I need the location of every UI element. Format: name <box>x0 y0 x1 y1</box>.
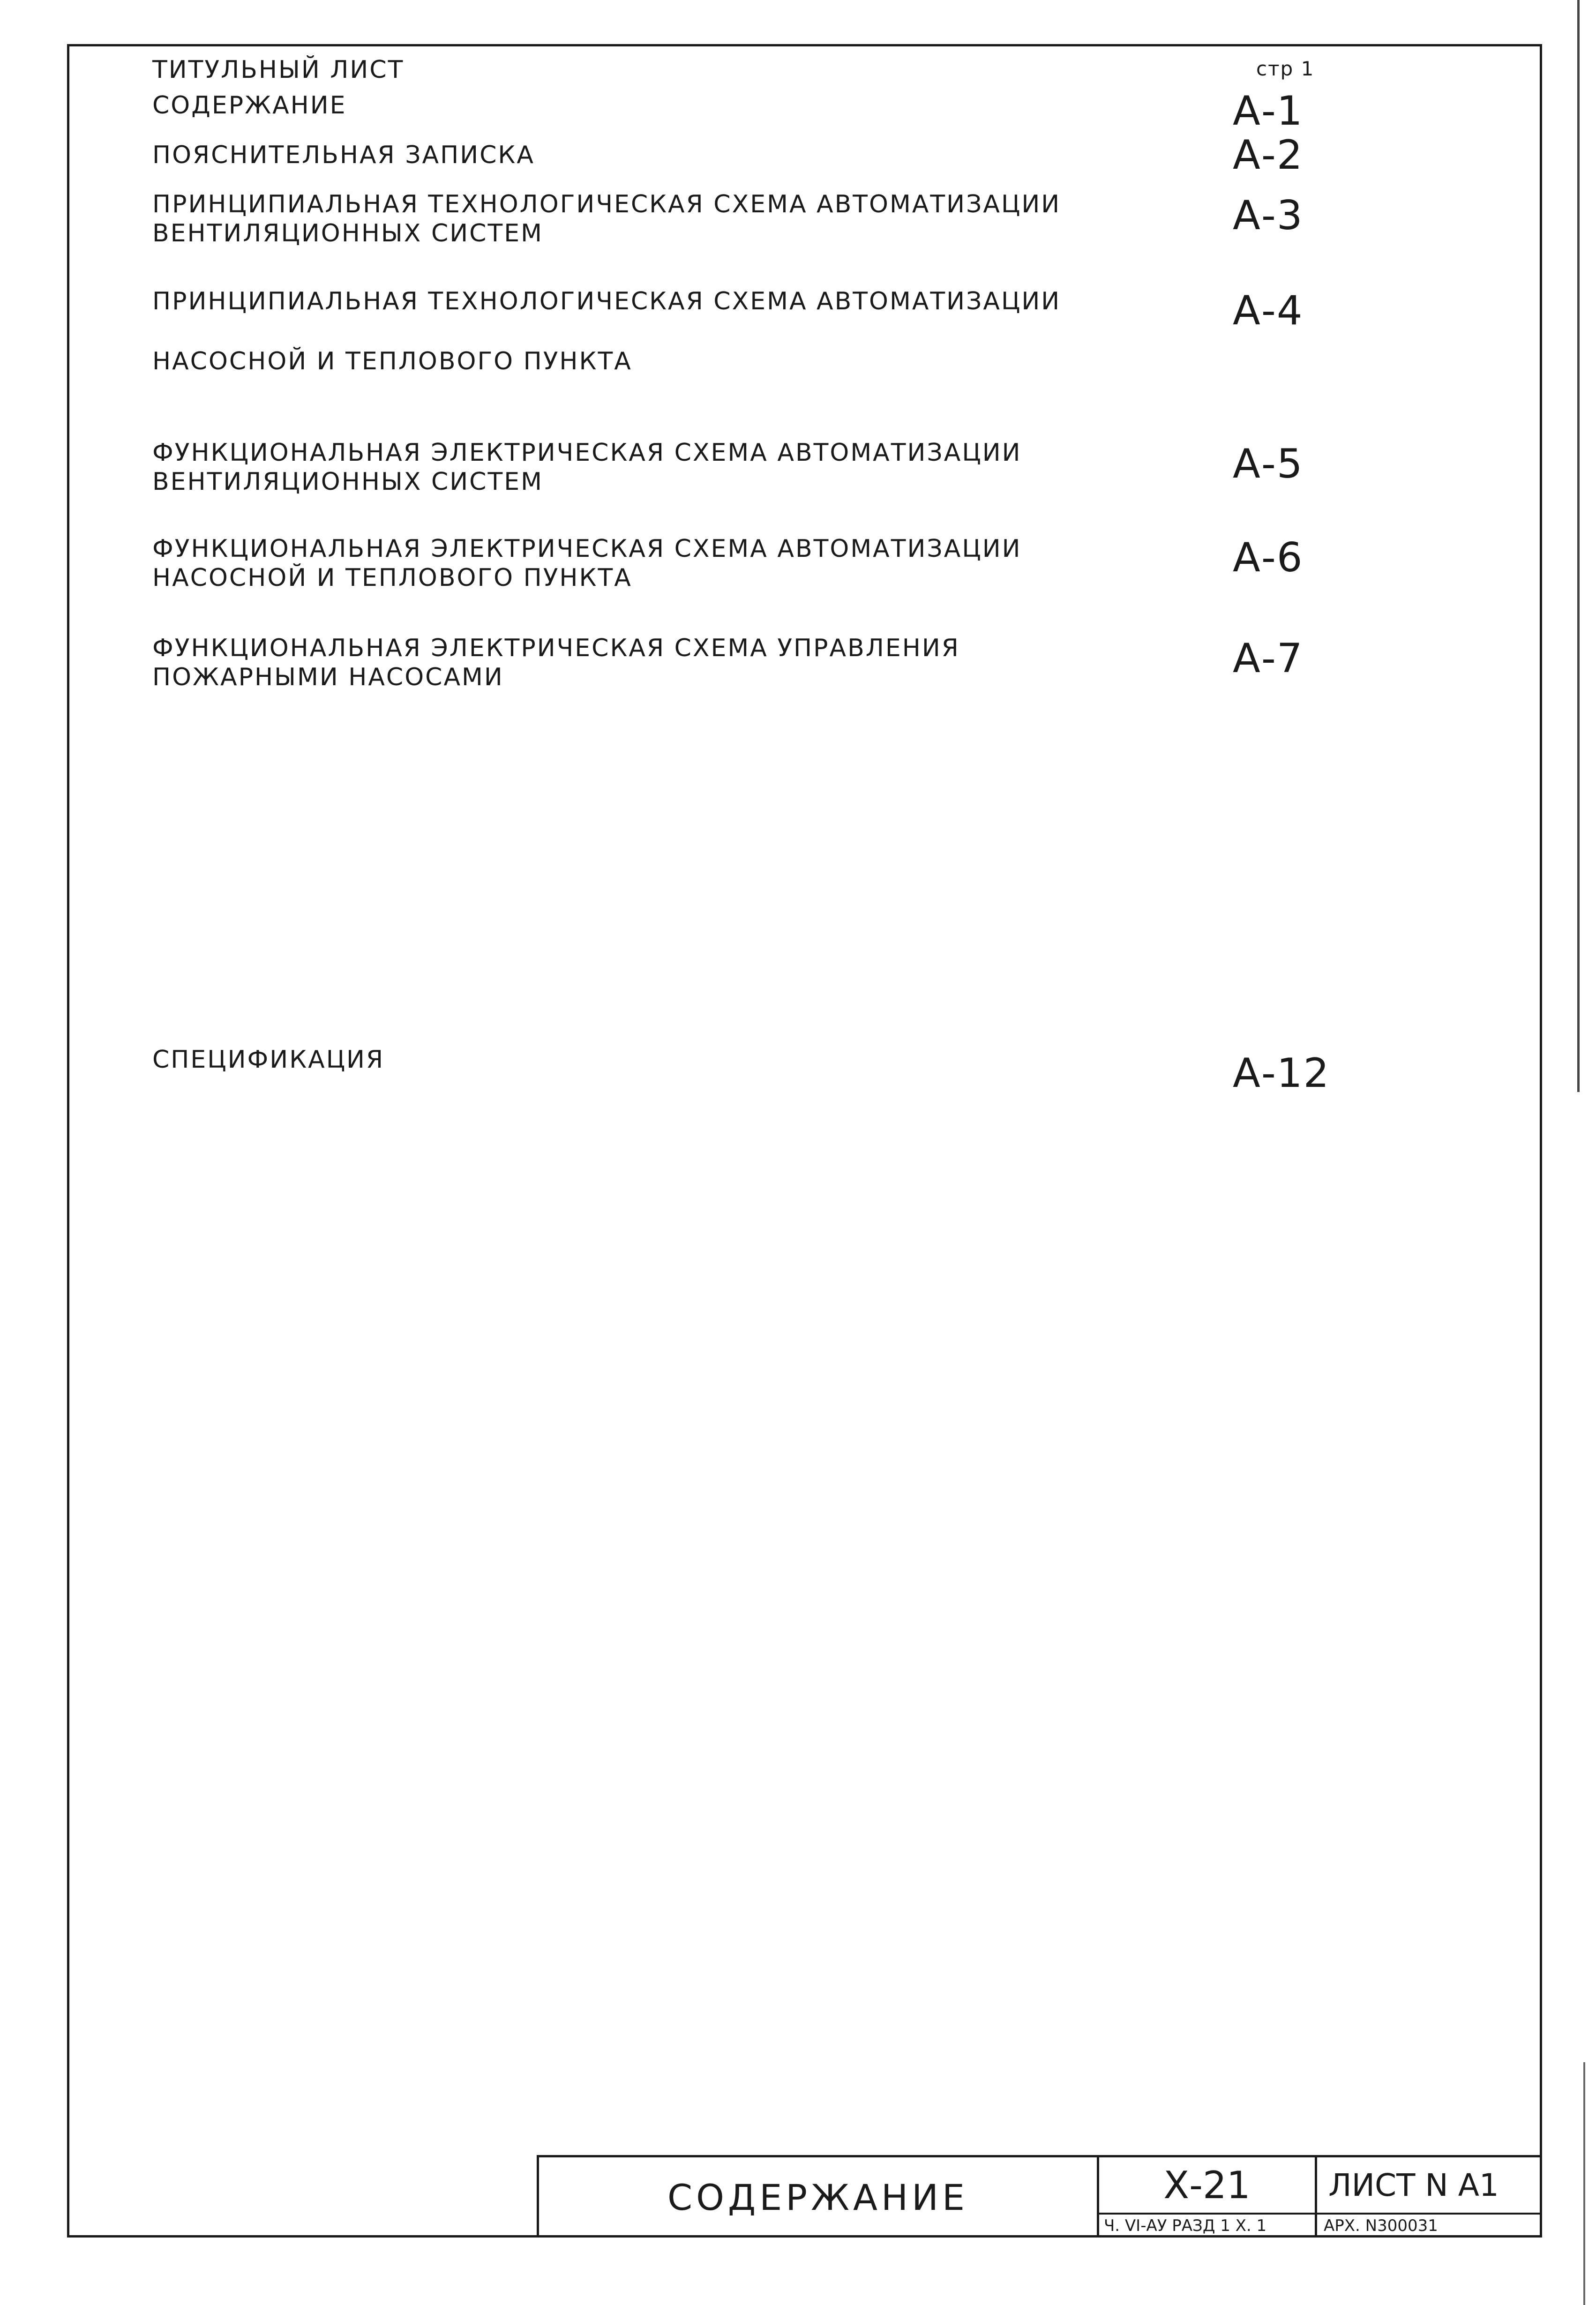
toc-sheet-number: А-3 <box>1233 192 1304 239</box>
toc-item-pump-scheme <box>152 287 1277 376</box>
toc-item-title-sheet <box>152 55 1277 84</box>
page-label: стр 1 <box>1256 57 1315 80</box>
toc-item-text: ВЕНТИЛЯЦИОННЫХ СИСТЕМ <box>152 468 543 496</box>
toc-sheet-number: А-2 <box>1233 132 1304 179</box>
toc-item-fire-pumps <box>152 634 1277 692</box>
toc-sheet-number: А-7 <box>1233 635 1304 682</box>
toc-item-text: НАСОСНОЙ И ТЕПЛОВОГО ПУНКТА <box>152 564 632 592</box>
title-block-part: Ч. VI-АУ РАЗД 1 Х. 1 <box>1099 2215 1317 2238</box>
title-block <box>537 2155 1540 2238</box>
toc-item-ventilation-functional <box>152 438 1277 496</box>
toc-item-text: СОДЕРЖАНИЕ <box>152 91 347 120</box>
toc-sheet-number: А-12 <box>1233 1050 1330 1097</box>
toc-item-contents <box>152 91 1277 120</box>
toc-item-specification <box>152 1045 1277 1074</box>
toc-item-pump-functional <box>152 534 1277 592</box>
toc-sheet-number: А-6 <box>1233 534 1304 581</box>
toc-item-text: ПРИНЦИПИАЛЬНАЯ ТЕХНОЛОГИЧЕСКАЯ СХЕМА АВТОМАТИЗАЦИИ <box>152 190 1061 218</box>
toc-item-text: ПОЖАРНЫМИ НАСОСАМИ <box>152 663 504 691</box>
toc-item-text: ПОЯСНИТЕЛЬНАЯ ЗАПИСКА <box>152 141 535 169</box>
toc-item-text: ФУНКЦИОНАЛЬНАЯ ЭЛЕКТРИЧЕСКАЯ СХЕМА УПРАВЛЕНИЯ <box>152 634 960 662</box>
title-block-name: СОДЕРЖАНИЕ <box>539 2157 1099 2238</box>
toc-item-explanatory-note <box>152 141 1277 170</box>
scan-edge-line <box>1583 2062 1585 2305</box>
toc-item-ventilation-scheme <box>152 190 1277 248</box>
toc-item-text: ФУНКЦИОНАЛЬНАЯ ЭЛЕКТРИЧЕСКАЯ СХЕМА АВТОМАТИЗАЦИИ <box>152 535 1022 563</box>
toc-sheet-number: А-5 <box>1233 441 1304 487</box>
title-block-code: Х-21 <box>1099 2157 1317 2215</box>
scan-edge-line <box>1577 0 1580 1092</box>
toc-sheet-number: А-4 <box>1233 287 1304 334</box>
title-block-sheet: ЛИСТ N А1 <box>1317 2157 1540 2215</box>
toc-item-text: НАСОСНОЙ И ТЕПЛОВОГО ПУНКТА <box>152 347 632 375</box>
toc-item-text: СПЕЦИФИКАЦИЯ <box>152 1046 385 1074</box>
toc-sheet-number: А-1 <box>1233 88 1304 135</box>
toc-item-text: ТИТУЛЬНЫЙ ЛИСТ <box>152 56 405 84</box>
title-block-archive: АРХ. N300031 <box>1324 2216 1438 2235</box>
toc-item-text: ПРИНЦИПИАЛЬНАЯ ТЕХНОЛОГИЧЕСКАЯ СХЕМА АВТОМАТИЗАЦИИ <box>152 287 1061 315</box>
toc-item-text: ВЕНТИЛЯЦИОННЫХ СИСТЕМ <box>152 219 543 247</box>
toc-item-text: ФУНКЦИОНАЛЬНАЯ ЭЛЕКТРИЧЕСКАЯ СХЕМА АВТОМАТИЗАЦИИ <box>152 439 1022 467</box>
